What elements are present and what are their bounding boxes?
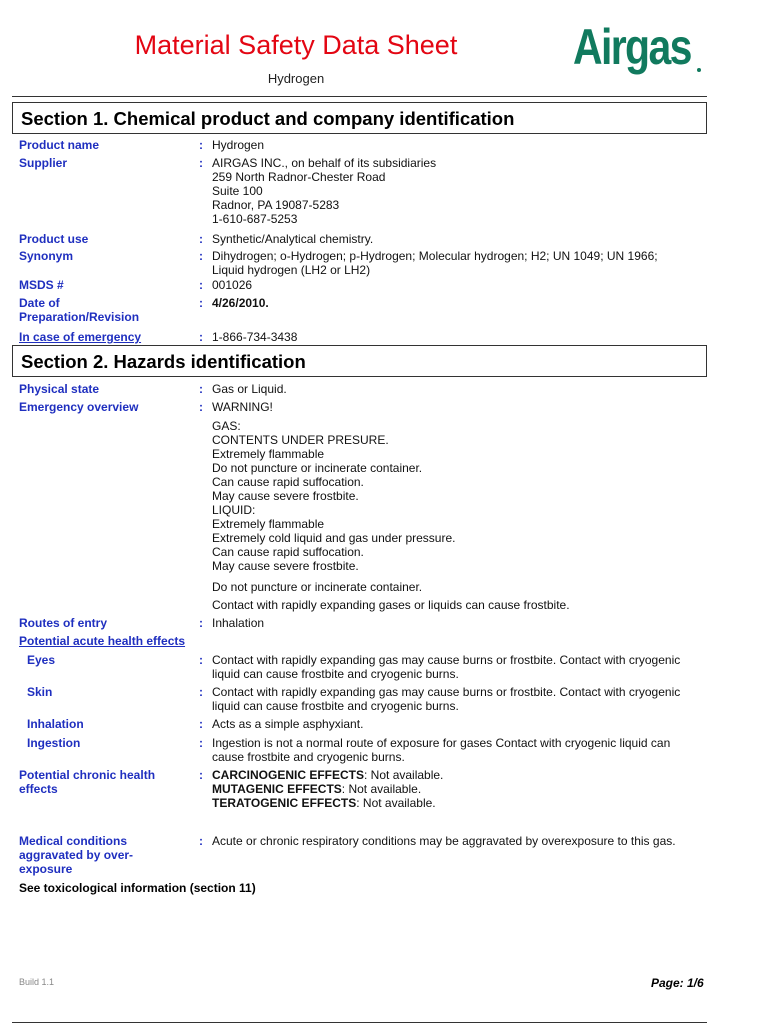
inhalation-label: Inhalation (27, 717, 84, 731)
colon: : (199, 616, 203, 630)
chronic-item (212, 796, 436, 810)
ingestion-line: cause frostbite and cryogenic burns. (212, 750, 405, 764)
skin-line: liquid can cause frostbite and cryogenic burns. (212, 699, 459, 713)
chronic-item-name: TERATOGENIC EFFECTS (212, 796, 357, 810)
overview-line: Can cause rapid suffocation. (212, 545, 364, 559)
colon: : (199, 138, 203, 152)
footer-rule (12, 1022, 707, 1023)
synonym-label: Synonym (19, 249, 74, 263)
see-toxicological-note: See toxicological information (section 11) (19, 881, 256, 895)
colon: : (199, 736, 203, 750)
date-label: Date of (19, 296, 60, 310)
acute-effects-label[interactable]: Potential acute health effects (19, 634, 186, 648)
colon: : (199, 156, 203, 170)
product-use-value: Synthetic/Analytical chemistry. (212, 232, 374, 246)
physical-state-label: Physical state (19, 382, 100, 396)
document-title: Material Safety Data Sheet (134, 30, 458, 60)
overview-line: May cause severe frostbite. (212, 489, 359, 503)
physical-state-value: Gas or Liquid. (212, 382, 287, 396)
ingestion-line: Ingestion is not a normal route of exposure for gases Contact with cryogenic liquid can (212, 736, 671, 750)
emergency-overview-label: Emergency overview (19, 400, 139, 414)
supplier-line: 1-610-687-5253 (212, 212, 298, 226)
supplier-line: Radnor, PA 19087-5283 (212, 198, 340, 212)
date-label: Preparation/Revision (19, 310, 140, 324)
page-number: Page: 1/6 (651, 976, 704, 990)
supplier-line: 259 North Radnor-Chester Road (212, 170, 386, 184)
overview-note: Do not puncture or incinerate container. (212, 580, 423, 594)
colon: : (199, 400, 203, 414)
colon: : (199, 717, 203, 731)
overview-line: Extremely flammable (212, 447, 325, 461)
product-name-label: Product name (19, 138, 100, 152)
overview-line: Extremely flammable (212, 517, 325, 531)
overview-line: CONTENTS UNDER PRESURE. (212, 433, 389, 447)
chronic-item-name: MUTAGENIC EFFECTS (212, 782, 342, 796)
product-name-value: Hydrogen (212, 138, 265, 152)
overview-line: Can cause rapid suffocation. (212, 475, 364, 489)
chronic-item-value: : Not available. (364, 768, 444, 782)
chronic-label: effects (19, 782, 58, 796)
msds-value: 001026 (212, 278, 253, 292)
colon: : (199, 653, 203, 667)
routes-value: Inhalation (212, 616, 265, 630)
medical-value: Acute or chronic respiratory conditions may be aggravated by overexposure to this gas. (212, 834, 676, 848)
section-2-heading: Section 2. Hazards identification (12, 345, 707, 377)
chronic-item (212, 782, 421, 796)
supplier-line: AIRGAS INC., on behalf of its subsidiaries (212, 156, 437, 170)
header-rule (12, 96, 707, 97)
colon: : (199, 768, 203, 782)
overview-note: Contact with rapidly expanding gases or liquids can cause frostbite. (212, 598, 570, 612)
synonym-line: Liquid hydrogen (LH2 or LH2) (212, 263, 371, 277)
chronic-item-name: CARCINOGENIC EFFECTS (212, 768, 365, 782)
eyes-line: liquid can cause frostbite and cryogenic burns. (212, 667, 459, 681)
emergency-overview-value: WARNING! (212, 400, 273, 414)
routes-label: Routes of entry (19, 616, 108, 630)
colon: : (199, 330, 203, 344)
msds-label: MSDS # (19, 278, 64, 292)
synonym-line: Dihydrogen; o-Hydrogen; p-Hydrogen; Molecular hydrogen; H2; UN 1049; UN 1966; (212, 249, 658, 263)
overview-line: LIQUID: (212, 503, 256, 517)
chronic-label: Potential chronic health (19, 768, 156, 782)
chronic-item-value: : Not available. (341, 782, 422, 796)
chronic-item (212, 768, 443, 782)
eyes-line: Contact with rapidly expanding gas may cause burns or frostbite. Contact with cryogenic (212, 653, 681, 667)
medical-label: exposure (19, 862, 73, 876)
colon: : (199, 278, 203, 292)
section-1-heading: Section 1. Chemical product and company identification (12, 102, 707, 134)
colon: : (199, 232, 203, 246)
airgas-logo: Airgas (573, 19, 691, 75)
overview-line: May cause severe frostbite. (212, 559, 359, 573)
date-value: 4/26/2010. (212, 296, 269, 310)
logo-dot (697, 68, 701, 72)
product-use-label: Product use (19, 232, 89, 246)
skin-line: Contact with rapidly expanding gas may cause burns or frostbite. Contact with cryogenic (212, 685, 681, 699)
colon: : (199, 296, 203, 310)
eyes-label: Eyes (27, 653, 56, 667)
colon: : (199, 382, 203, 396)
colon: : (199, 685, 203, 699)
medical-label: aggravated by over- (19, 848, 134, 862)
chronic-item-value: : Not available. (356, 796, 436, 810)
medical-label: Medical conditions (19, 834, 128, 848)
overview-line: Do not puncture or incinerate container. (212, 461, 423, 475)
emergency-value: 1-866-734-3438 (212, 330, 298, 344)
colon: : (199, 834, 203, 848)
ingestion-label: Ingestion (27, 736, 81, 750)
overview-line: Extremely cold liquid and gas under pressure. (212, 531, 456, 545)
overview-line: GAS: (212, 419, 241, 433)
colon: : (199, 249, 203, 263)
document-subtitle: Hydrogen (267, 71, 325, 86)
emergency-label[interactable]: In case of emergency (19, 330, 142, 344)
supplier-line: Suite 100 (212, 184, 263, 198)
supplier-label: Supplier (19, 156, 68, 170)
skin-label: Skin (27, 685, 53, 699)
inhalation-value: Acts as a simple asphyxiant. (212, 717, 364, 731)
build-number: Build 1.1 (19, 977, 55, 987)
